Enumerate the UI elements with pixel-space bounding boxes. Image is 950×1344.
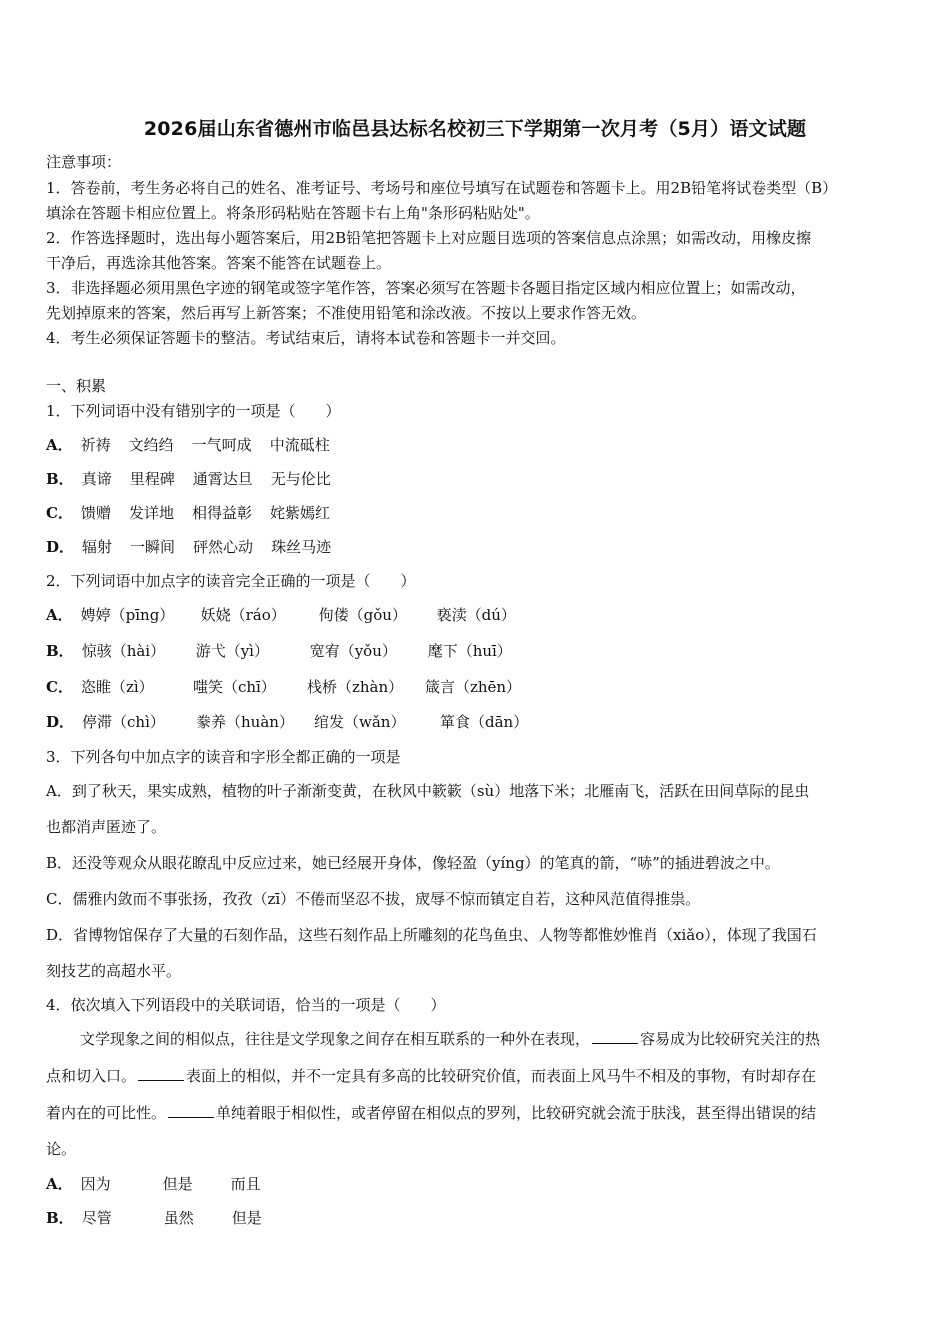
notice-heading: 注意事项： xyxy=(46,153,122,171)
q2-option-c[interactable]: C． 恣睢（zì） 嗤笑（chī） 栈桥（zhàn） 箴言（zhēn） xyxy=(46,678,522,696)
question-3-stem: 3．下列各句中加点字的读音和字形全都正确的一项是 xyxy=(46,748,401,766)
notice-item: 2．作答选择题时，选出每小题答案后，用2B铅笔把答题卡上对应题目选项的答案信息点涂黑；如需改动，用橡皮擦 xyxy=(46,229,812,247)
q3-option-c[interactable]: C．儒雅内敛而不事张扬，孜孜（zī）不倦而坚忍不拔，宬辱不惊而镇定自若，这种风范值得推祟。 xyxy=(46,890,701,908)
question-2-stem: 2．下列词语中加点字的读音完全正确的一项是（ ） xyxy=(46,572,416,590)
notice-item: 1．答卷前，考生务必将自己的姓名、准考证号、考场号和座位号填写在试题卷和答题卡上。用2B铅笔将试卷类型（B） xyxy=(46,179,838,197)
q4-passage-line: 文学现象之间的相似点，往往是文学现象之间存在相互联系的一种外在表现， 容易成为比较研究关注的热 xyxy=(80,1030,821,1048)
notice-item: 干净后，再选涂其他答案。答案不能答在试题卷上。 xyxy=(46,254,392,272)
answer-blank xyxy=(168,1103,214,1118)
notice-item: 填涂在答题卡相应位置上。将条形码粘贴在答题卡右上角"条形码粘贴处"。 xyxy=(46,204,540,222)
q4-passage-line: 论。 xyxy=(46,1140,77,1158)
q3-option-d-cont: 刻技艺的高超水平。 xyxy=(46,962,182,980)
question-1-stem: 1．下列词语中没有错别字的一项是（ ） xyxy=(46,402,341,420)
q2-option-b[interactable]: B． 惊骇（hài） 游弋（yì） 宽宥（yǒu） 麾下（huī） xyxy=(46,642,512,660)
q1-option-b[interactable]: B． 真谛 里程碑 通霄达旦 无与伦比 xyxy=(46,470,331,488)
q3-option-a-cont: 也都消声匿迹了。 xyxy=(46,818,167,836)
q2-option-a[interactable]: A． 娉婷（pīng） 妖娆（ráo） 佝偻（gǒu） 亵渎（dú） xyxy=(46,606,516,624)
q4-option-a[interactable]: A． 因为 但是 而且 xyxy=(46,1175,261,1193)
q2-option-d[interactable]: D． 停滞（chì） 豢养（huàn） 绾发（wǎn） 箪食（dān） xyxy=(46,713,529,731)
q4-passage-line: 着内在的可比性。 单纯着眼于相似性，或者停留在相似点的罗列，比较研究就会流于肤浅，甚至得出错误的结 xyxy=(46,1104,817,1122)
q3-option-d[interactable]: D．省博物馆保存了大量的石刻作品，这些石刻作品上所雕刻的花鸟鱼虫、人物等都惟妙惟肖（xiǎo），体现了我国石 xyxy=(46,926,817,944)
q4-passage-line: 点和切入口。 表面上的相似，并不一定具有多高的比较研究价值，而表面上风马牛不相及的事物，有时却存在 xyxy=(46,1067,817,1085)
section-heading: 一、积累 xyxy=(46,377,107,395)
q3-option-b[interactable]: B．还没等观众从眼花瞭乱中反应过来，她已经展开身体，像轻盈（yíng）的笔真的箭，“哧”的插进碧波之中。 xyxy=(46,854,780,872)
answer-blank xyxy=(592,1029,638,1044)
q1-option-a[interactable]: A． 祈祷 文绉绉 一气呵成 中流砥柱 xyxy=(46,436,330,454)
question-4-stem: 4．依次填入下列语段中的关联词语，恰当的一项是（ ） xyxy=(46,996,446,1014)
notice-item: 先划掉原来的答案，然后再写上新答案；不准使用铅笔和涂改液。不按以上要求作答无效。 xyxy=(46,304,647,322)
page-title: 2026届山东省德州市临邑县达标名校初三下学期第一次月考（5月）语文试题 xyxy=(143,118,807,140)
q4-option-b[interactable]: B． 尽管 虽然 但是 xyxy=(46,1209,262,1227)
q3-option-a[interactable]: A．到了秋天，果实成熟，植物的叶子渐渐变黄，在秋风中簌簌（sù）地落下米；北雁南飞，活跃在田间草际的昆虫 xyxy=(46,782,810,800)
q1-option-d[interactable]: D． 辐射 一瞬间 砰然心动 珠丝马迹 xyxy=(46,538,332,556)
notice-item: 3．非选择题必须用黑色字迹的钢笔或签字笔作答，答案必须写在答题卡各题目指定区域内相应位置上；如需改动， xyxy=(46,279,806,297)
q1-option-c[interactable]: C． 馈赠 发详地 相得益彰 姹紫嫣红 xyxy=(46,504,331,522)
answer-blank xyxy=(138,1066,184,1081)
notice-item: 4．考生必须保证答题卡的整洁。考试结束后，请将本试卷和答题卡一并交回。 xyxy=(46,329,566,347)
